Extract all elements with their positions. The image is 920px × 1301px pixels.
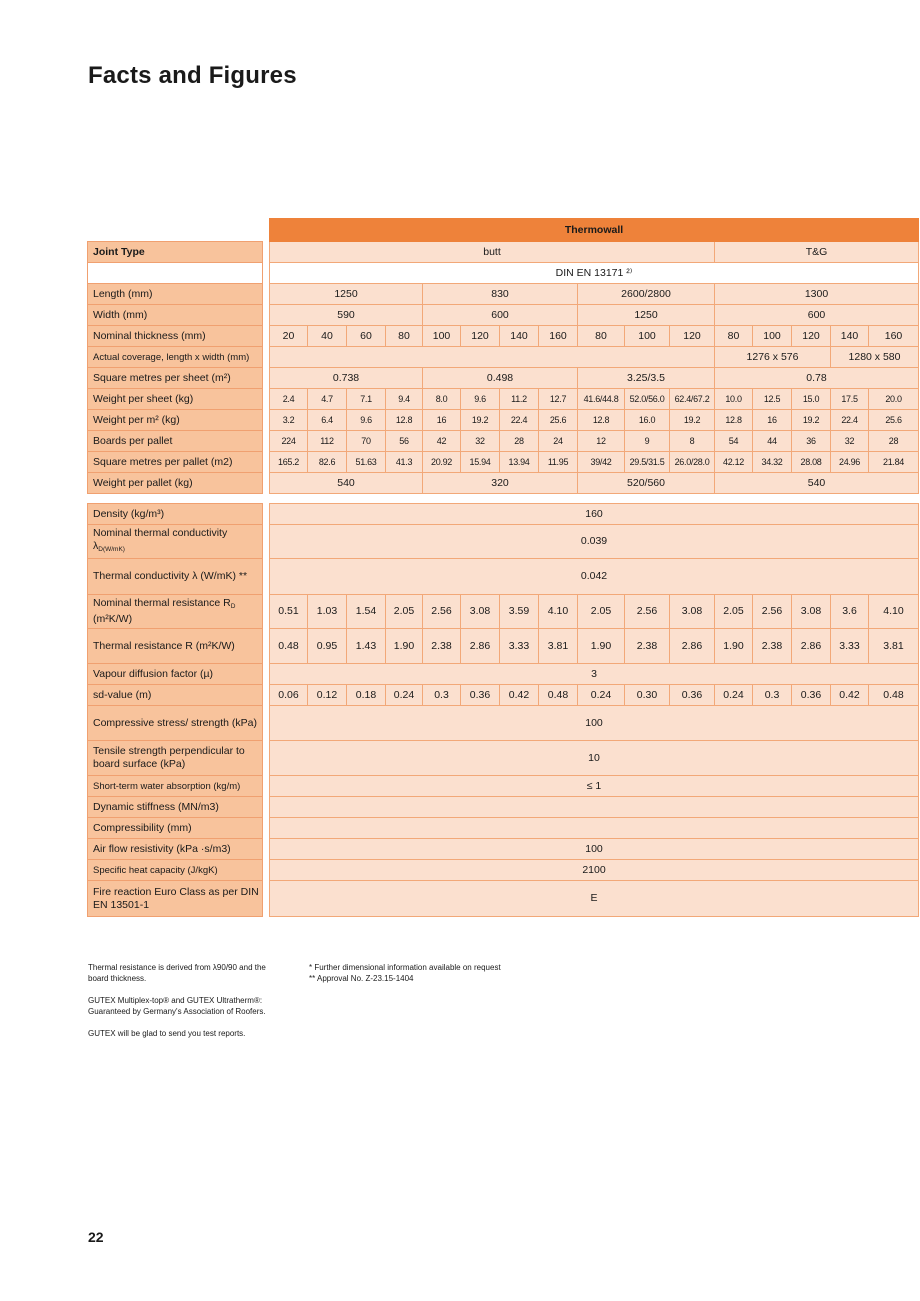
table-row — [88, 685, 919, 706]
note: GUTEX will be glad to send you test reports. — [88, 1029, 246, 1038]
table-cell: 12 — [578, 431, 625, 452]
table-cell: 1.90 — [386, 629, 423, 664]
table-cell: 0.039 — [270, 525, 919, 559]
gap — [263, 664, 270, 685]
gap — [263, 242, 270, 263]
row-label — [88, 629, 263, 664]
table-cell: 22.4 — [831, 410, 869, 431]
row-label-text: Nominal thermal resistance R — [93, 597, 231, 609]
table-cell: 0.36 — [670, 685, 715, 706]
table-cell: 24.96 — [831, 452, 869, 473]
table-row — [88, 473, 919, 494]
table-cell: 20.0 — [869, 389, 919, 410]
table-row — [88, 326, 919, 347]
table-cell: 12.8 — [578, 410, 625, 431]
row-label-text: Fire reaction Euro Class as per DIN EN 13501-1 — [93, 885, 259, 911]
table-cell: 6.4 — [308, 410, 347, 431]
table-cell: 2.05 — [386, 595, 423, 629]
table-cell: 540 — [270, 473, 423, 494]
row-label-text: Nominal thickness (mm) — [93, 329, 206, 342]
table-cell: 0.042 — [270, 559, 919, 595]
gap — [263, 389, 270, 410]
table-cell: 2600/2800 — [578, 284, 715, 305]
gap — [263, 685, 270, 706]
gap — [263, 473, 270, 494]
table-cell: 4.10 — [539, 595, 578, 629]
gap — [263, 706, 270, 741]
table-cell: 0.51 — [270, 595, 308, 629]
table-row — [88, 818, 919, 839]
table-cell: 11.2 — [500, 389, 539, 410]
row-label — [88, 664, 263, 685]
table-cell: 80 — [386, 326, 423, 347]
table-cell: 0.24 — [578, 685, 625, 706]
table-cell: 1300 — [715, 284, 919, 305]
row-label-text: Nominal thermal conductivity λ — [93, 527, 228, 552]
table-cell: 160 — [869, 326, 919, 347]
table-cell: 3 — [270, 664, 919, 685]
table-header-row — [88, 219, 919, 242]
table-cell: 34.32 — [753, 452, 792, 473]
table-cell: 520/560 — [578, 473, 715, 494]
table-cell: 100 — [625, 326, 670, 347]
table-cell: 9.6 — [461, 389, 500, 410]
table-cell: 10 — [270, 741, 919, 776]
row-label — [88, 431, 263, 452]
table-row — [88, 881, 919, 917]
row-label-text: Square metres per pallet (m2) — [93, 455, 233, 468]
table-cell: 830 — [423, 284, 578, 305]
row-label — [88, 452, 263, 473]
table-cell: 51.63 — [347, 452, 386, 473]
table-row — [88, 242, 919, 263]
table-cell: 600 — [715, 305, 919, 326]
table-cell: 2.56 — [753, 595, 792, 629]
table-cell: 10.0 — [715, 389, 753, 410]
table-cell: 21.84 — [869, 452, 919, 473]
table-row — [88, 431, 919, 452]
gap — [263, 559, 270, 595]
table-cell: 1.43 — [347, 629, 386, 664]
table-cell: 590 — [270, 305, 423, 326]
gap — [263, 839, 270, 860]
table-cell — [270, 797, 919, 818]
row-label — [88, 368, 263, 389]
table-cell: 3.08 — [461, 595, 500, 629]
row-label-text: Weight per sheet (kg) — [93, 392, 194, 405]
row-label-text: Compressibility (mm) — [93, 821, 192, 834]
table-cell: 3.08 — [792, 595, 831, 629]
table-cell: 4.7 — [308, 389, 347, 410]
table-cell: 100 — [423, 326, 461, 347]
table-cell: 24 — [539, 431, 578, 452]
row-label-text: Length (mm) — [93, 287, 153, 300]
table-cell: 0.48 — [869, 685, 919, 706]
table-cell: 0.95 — [308, 629, 347, 664]
gap — [263, 219, 270, 242]
table-row — [88, 305, 919, 326]
note: ** Approval No. Z-23.15-1404 — [309, 974, 414, 983]
table-cell: 100 — [753, 326, 792, 347]
row-label — [88, 706, 263, 741]
row-label — [88, 881, 263, 917]
gap — [263, 629, 270, 664]
table-cell: 60 — [347, 326, 386, 347]
gap — [263, 326, 270, 347]
row-label-text: Weight per m² (kg) — [93, 413, 180, 426]
row-label — [88, 797, 263, 818]
table-cell: 32 — [831, 431, 869, 452]
table-cell — [270, 347, 715, 368]
table-cell: 25.6 — [869, 410, 919, 431]
table-cell: 0.24 — [386, 685, 423, 706]
table-cell: 12.5 — [753, 389, 792, 410]
table-cell: 0.78 — [715, 368, 919, 389]
table-cell: T&G — [715, 242, 919, 263]
table-cell: 2.05 — [578, 595, 625, 629]
row-label-text: Thermal resistance R (m²K/W) — [93, 639, 235, 652]
table-cell: 0.3 — [423, 685, 461, 706]
row-label-text: Boards per pallet — [93, 434, 173, 447]
table-cell: 32 — [461, 431, 500, 452]
table-cell: 0.06 — [270, 685, 308, 706]
gap — [263, 410, 270, 431]
row-label — [88, 242, 263, 263]
table-cell: 62.4/67.2 — [670, 389, 715, 410]
table-row — [88, 776, 919, 797]
row-label-text: Square metres per sheet (m²) — [93, 371, 231, 384]
table-cell: 42.12 — [715, 452, 753, 473]
row-label-text: Compressive stress/ strength (kPa) — [93, 716, 257, 729]
table-cell: 100 — [270, 706, 919, 741]
table-cell: 1250 — [270, 284, 423, 305]
table-cell: 0.42 — [831, 685, 869, 706]
row-label — [88, 595, 263, 629]
row-label — [88, 685, 263, 706]
gap — [263, 431, 270, 452]
table-cell: 28 — [869, 431, 919, 452]
table-cell: 25.6 — [539, 410, 578, 431]
table-cell: 3.81 — [539, 629, 578, 664]
row-label-text: Tensile strength perpendicular to board surface (kPa) — [93, 745, 245, 770]
row-label-text: Thermal conductivity λ (W/mK) ** — [93, 570, 248, 582]
table-cell: 2.38 — [625, 629, 670, 664]
page-title: Facts and Figures — [88, 62, 297, 89]
row-label — [88, 525, 263, 559]
gap — [263, 452, 270, 473]
table-cell: 19.2 — [670, 410, 715, 431]
table-cell — [270, 818, 919, 839]
row-label — [88, 473, 263, 494]
table-row — [88, 741, 919, 776]
table-cell: ≤ 1 — [270, 776, 919, 797]
table-cell: 120 — [461, 326, 500, 347]
gap — [263, 263, 270, 284]
table-cell: 9 — [625, 431, 670, 452]
table-cell: 600 — [423, 305, 578, 326]
page-number: 22 — [88, 1229, 104, 1245]
table-cell: 12.8 — [386, 410, 423, 431]
row-label-text: Weight per pallet (kg) — [93, 476, 193, 489]
row-label-text: sd-value (m) — [93, 688, 152, 701]
table-cell: 11.95 — [539, 452, 578, 473]
table-cell: 0.42 — [500, 685, 539, 706]
table-cell: 40 — [308, 326, 347, 347]
note: GUTEX Multiplex-top® and GUTEX Ultratherm®: Guaranteed by Germany's Association of Roofers. — [88, 996, 266, 1016]
table-cell: 56 — [386, 431, 423, 452]
table-row — [88, 389, 919, 410]
table-cell: 8 — [670, 431, 715, 452]
notes-left — [88, 962, 288, 1050]
table-cell: 3.59 — [500, 595, 539, 629]
row-label-text: Vapour diffusion factor (µ) — [93, 667, 214, 680]
spacer — [88, 494, 919, 504]
table-cell: 100 — [270, 839, 919, 860]
table-cell: 3.2 — [270, 410, 308, 431]
row-label — [88, 326, 263, 347]
row-label — [88, 347, 263, 368]
table-cell: 160 — [270, 504, 919, 525]
row-label-text: Dynamic stiffness (MN/m3) — [93, 800, 219, 813]
table-cell: 8.0 — [423, 389, 461, 410]
table-cell: 44 — [753, 431, 792, 452]
table-cell: 3.33 — [500, 629, 539, 664]
row-label — [88, 741, 263, 776]
table-row — [88, 494, 919, 504]
specifications-table — [87, 218, 919, 917]
table-cell: 320 — [423, 473, 578, 494]
row-label — [88, 776, 263, 797]
row-label-text: Air flow resistivity (kPa ·s/m3) — [93, 842, 231, 855]
table-cell: 1.03 — [308, 595, 347, 629]
table-cell: 7.1 — [347, 389, 386, 410]
table-row — [88, 595, 919, 629]
table-cell: 1280 x 580 — [831, 347, 919, 368]
table-cell: 36 — [792, 431, 831, 452]
row-label-text: Specific heat capacity (J/kgK) — [93, 864, 218, 876]
table-cell: E — [270, 881, 919, 917]
table-cell: 3.25/3.5 — [578, 368, 715, 389]
gap — [263, 741, 270, 776]
table-cell: 20.92 — [423, 452, 461, 473]
row-label-text: Joint Type — [93, 245, 145, 258]
note: Thermal resistance is derived from λ90/90 and the board thickness. — [88, 963, 266, 983]
table-cell: 120 — [670, 326, 715, 347]
table-cell: 19.2 — [792, 410, 831, 431]
table-cell: 140 — [831, 326, 869, 347]
table-cell: 12.7 — [539, 389, 578, 410]
table-cell: 42 — [423, 431, 461, 452]
note: * Further dimensional information available on request — [309, 963, 501, 972]
table-cell: 0.18 — [347, 685, 386, 706]
table-cell: 80 — [578, 326, 625, 347]
table-cell: 224 — [270, 431, 308, 452]
table-cell: 52.0/56.0 — [625, 389, 670, 410]
table-cell: 1276 x 576 — [715, 347, 831, 368]
gap — [263, 305, 270, 326]
table-cell: 20 — [270, 326, 308, 347]
row-label-text: Width (mm) — [93, 308, 148, 321]
table-cell: 15.94 — [461, 452, 500, 473]
table-cell: DIN EN 13171 ²⁾ — [270, 263, 919, 284]
table-cell: 28 — [500, 431, 539, 452]
table-cell: 0.498 — [423, 368, 578, 389]
table-cell: 1.90 — [578, 629, 625, 664]
table-cell: 112 — [308, 431, 347, 452]
row-label — [88, 504, 263, 525]
table-cell: 3.81 — [869, 629, 919, 664]
product-header: Thermowall — [270, 219, 919, 242]
table-cell: 39/42 — [578, 452, 625, 473]
table-cell: 165.2 — [270, 452, 308, 473]
table-cell: 17.5 — [831, 389, 869, 410]
table-cell: 0.48 — [539, 685, 578, 706]
table-cell: 41.6/44.8 — [578, 389, 625, 410]
table-cell: 1.90 — [715, 629, 753, 664]
gap — [263, 860, 270, 881]
table-cell: 28.08 — [792, 452, 831, 473]
row-label — [88, 389, 263, 410]
row-label-text: Short-term water absorption (kg/m) — [93, 780, 241, 792]
row-label — [88, 860, 263, 881]
table-cell: 54 — [715, 431, 753, 452]
table-cell: 0.30 — [625, 685, 670, 706]
table-cell: 16 — [753, 410, 792, 431]
table-row — [88, 284, 919, 305]
table-cell: 160 — [539, 326, 578, 347]
row-label-text: Actual coverage, length x width (mm) — [93, 351, 250, 363]
row-label-subscript: D — [230, 603, 236, 610]
row-label — [88, 284, 263, 305]
table-cell: 15.0 — [792, 389, 831, 410]
table-cell: 0.3 — [753, 685, 792, 706]
row-label — [88, 559, 263, 595]
table-cell: 4.10 — [869, 595, 919, 629]
table-cell: 2.86 — [792, 629, 831, 664]
table-cell: 16 — [423, 410, 461, 431]
row-label — [88, 410, 263, 431]
table-row — [88, 410, 919, 431]
table-row — [88, 368, 919, 389]
table-row — [88, 664, 919, 685]
table-cell: 2.56 — [423, 595, 461, 629]
table-cell: 70 — [347, 431, 386, 452]
table-cell: 2.86 — [670, 629, 715, 664]
row-label-subscript: D(W/mK) — [98, 546, 125, 553]
gap — [263, 776, 270, 797]
table-cell: 26.0/28.0 — [670, 452, 715, 473]
table-cell: 22.4 — [500, 410, 539, 431]
table-row — [88, 559, 919, 595]
gap — [263, 284, 270, 305]
table-row — [88, 706, 919, 741]
table-row — [88, 629, 919, 664]
gap — [263, 881, 270, 917]
table-cell: 9.6 — [347, 410, 386, 431]
table-cell: 2.38 — [423, 629, 461, 664]
table-cell: 0.48 — [270, 629, 308, 664]
row-label-suffix: (m²K/W) — [93, 613, 133, 625]
table-cell: 1250 — [578, 305, 715, 326]
table-cell: 80 — [715, 326, 753, 347]
gap — [263, 595, 270, 629]
gap — [263, 504, 270, 525]
table-cell: 2.56 — [625, 595, 670, 629]
table-row — [88, 839, 919, 860]
row-label — [88, 818, 263, 839]
table-row — [88, 860, 919, 881]
row-label-text: Density (kg/m³) — [93, 507, 165, 520]
row-label — [88, 263, 263, 284]
table-row — [88, 797, 919, 818]
table-cell: 3.33 — [831, 629, 869, 664]
empty-corner — [88, 219, 263, 242]
table-row — [88, 347, 919, 368]
table-cell: 41.3 — [386, 452, 423, 473]
gap — [263, 797, 270, 818]
table-cell: 13.94 — [500, 452, 539, 473]
table-cell: 19.2 — [461, 410, 500, 431]
table-cell: 2.4 — [270, 389, 308, 410]
table-cell: 0.738 — [270, 368, 423, 389]
table-cell: 2.05 — [715, 595, 753, 629]
table-cell: 2.86 — [461, 629, 500, 664]
row-label — [88, 839, 263, 860]
table-cell: 0.24 — [715, 685, 753, 706]
table-row — [88, 452, 919, 473]
notes-right — [309, 962, 569, 984]
table-row — [88, 263, 919, 284]
table-cell: 12.8 — [715, 410, 753, 431]
table-cell: butt — [270, 242, 715, 263]
table-cell: 2.38 — [753, 629, 792, 664]
table-row — [88, 525, 919, 559]
table-cell: 16.0 — [625, 410, 670, 431]
table-cell: 2100 — [270, 860, 919, 881]
table-cell: 0.36 — [792, 685, 831, 706]
table-cell: 0.12 — [308, 685, 347, 706]
table-cell: 1.54 — [347, 595, 386, 629]
gap — [263, 818, 270, 839]
table-row — [88, 504, 919, 525]
table-cell: 140 — [500, 326, 539, 347]
table-cell: 9.4 — [386, 389, 423, 410]
table-cell: 3.6 — [831, 595, 869, 629]
table-cell: 82.6 — [308, 452, 347, 473]
gap — [263, 368, 270, 389]
table-cell: 29.5/31.5 — [625, 452, 670, 473]
table-cell: 540 — [715, 473, 919, 494]
table-cell: 0.36 — [461, 685, 500, 706]
table-cell: 120 — [792, 326, 831, 347]
gap — [263, 347, 270, 368]
row-label — [88, 305, 263, 326]
gap — [263, 525, 270, 559]
table-cell: 3.08 — [670, 595, 715, 629]
